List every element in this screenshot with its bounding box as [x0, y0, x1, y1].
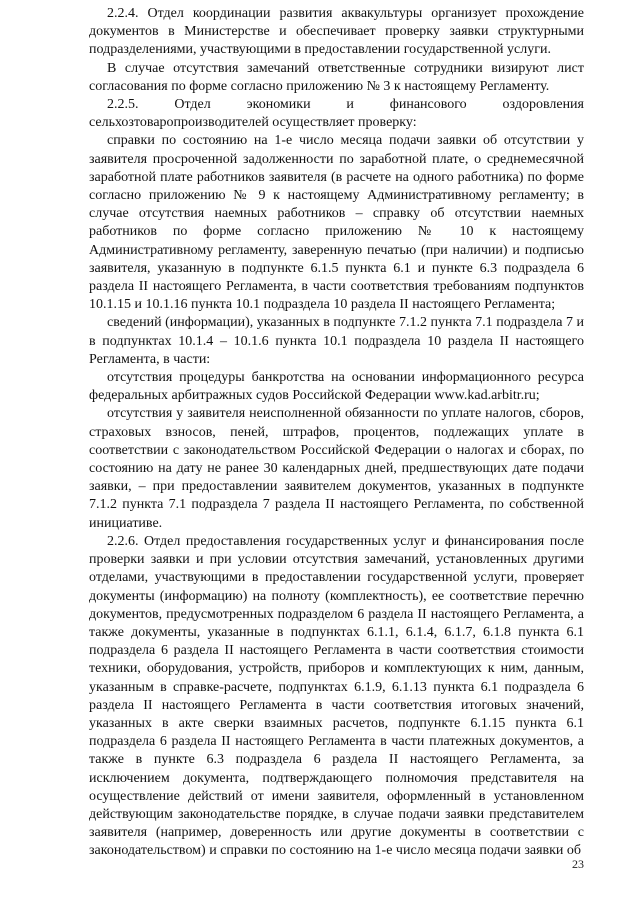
paragraph-2-2-5: 2.2.5. Отдел экономики и финансового оздоровления сельхозтоваропроизводителей осуществляет проверку:: [89, 97, 584, 131]
paragraph-tax-obligations: отсутствия у заявителя неисполненной обязанности по уплате налогов, сборов, страховых взносов, пеней, штрафов, процентов, подлежащих уплате в соответствии с законодательством Российской Федерации о налогах и сборах, по состоянию на дату не ранее 30 календарных дней, предшествующих дате подачи заявки, – при предоставлении заявителем документов, указанных в подпункте 7.1.2 пункта 7.1 подраздела 7 раздела II настоящего Регламента, по собственной инициативе.: [89, 406, 584, 531]
paragraph-information-check: сведений (информации), указанных в подпункте 7.1.2 пункта 7.1 подраздела 7 и в подпунктах 10.1.4 – 10.1.6 пункта 10.1 подраздела 10 раздела II настоящего Регламента, в части:: [89, 315, 584, 367]
paragraph-2-2-4: 2.2.4. Отдел координации развития аквакультуры организует прохождение документов в Министерстве и обеспечивает проверку заявки структурными подразделениями, участвующими в предоставлении государственной услуги.: [89, 6, 584, 58]
paragraph-2-2-6: 2.2.6. Отдел предоставления государственных услуг и финансирования после проверки заявки и при условии отсутствия замечаний, установленных другими отделами, участвующими в предоставлении государственной услуги, проверяет документы (информацию) на полноту (комплектность), ее соответствие перечню документов, предусмотренных подразделом 6 раздела II настоящего Регламента, а также документы, указанные в подпунктах 6.1.1, 6.1.4, 6.1.7, 6.1.8 пункта 6.1 подраздела 6 раздела II настоящего Регламента в части соответствия стоимости техники, оборудования, устройств, приборов и комплектующих к ним, данным, указанным в справке-расчете, подпунктах 6.1.9, 6.1.13 пункта 6.1 подраздела 6 раздела II настоящего Регламента в части соответствия итоговых значений, указанных в акте сверки взаимных расчетов, подпункте 6.1.15 пункта 6.1 подраздела 6 раздела II настоящего Регламента в части платежных документов, а также в пункте 6.3 подраздела 6 раздела II настоящего Регламента, за исключением документа, подтверждающего полномочия представителя на осуществление действий от имени заявителя, оформленный в установленном действующим законодательстве порядке, в случае подачи заявки представителем заявителя (например, доверенность или другие документы в соответствии с законодательством) и справки по состоянию на 1-е число месяца подачи заявки об: [89, 533, 584, 859]
paragraph-approval-sheet: В случае отсутствия замечаний ответственные сотрудники визируют лист согласования по форме согласно приложению № 3 к настоящему Регламенту.: [89, 60, 584, 94]
paragraph-salary-certificate: справки по состоянию на 1-е число месяца подачи заявки об отсутствии у заявителя просроченной задолженности по заработной плате, о среднемесячной заработной плате работников заявителя (в расчете на одного работника) по форме согласно приложению № 9 к настоящему Административному регламенту; в случае отсутствия наемных работников – справку об отсутствии наемных работников по форме согласно приложению № 10 к настоящему Административному регламенту, заверенную печатью (при наличии) и подписью заявителя, указанную в подпункте 6.1.5 пункта 6.1 и пункте 6.3 подраздела 6 раздела II настоящего Регламента, в части соответствия требованиям подпунктов 10.1.15 и 10.1.16 пункта 10.1 подраздела 10 раздела II настоящего Регламента;: [89, 133, 584, 313]
page-number: 23: [572, 857, 584, 871]
document-body: [89, 5, 584, 861]
paragraph-bankruptcy: отсутствия процедуры банкротства на основании информационного ресурса федеральных арбитражных судов Российской Федерации www.kad.arbitr.ru;: [89, 370, 584, 404]
